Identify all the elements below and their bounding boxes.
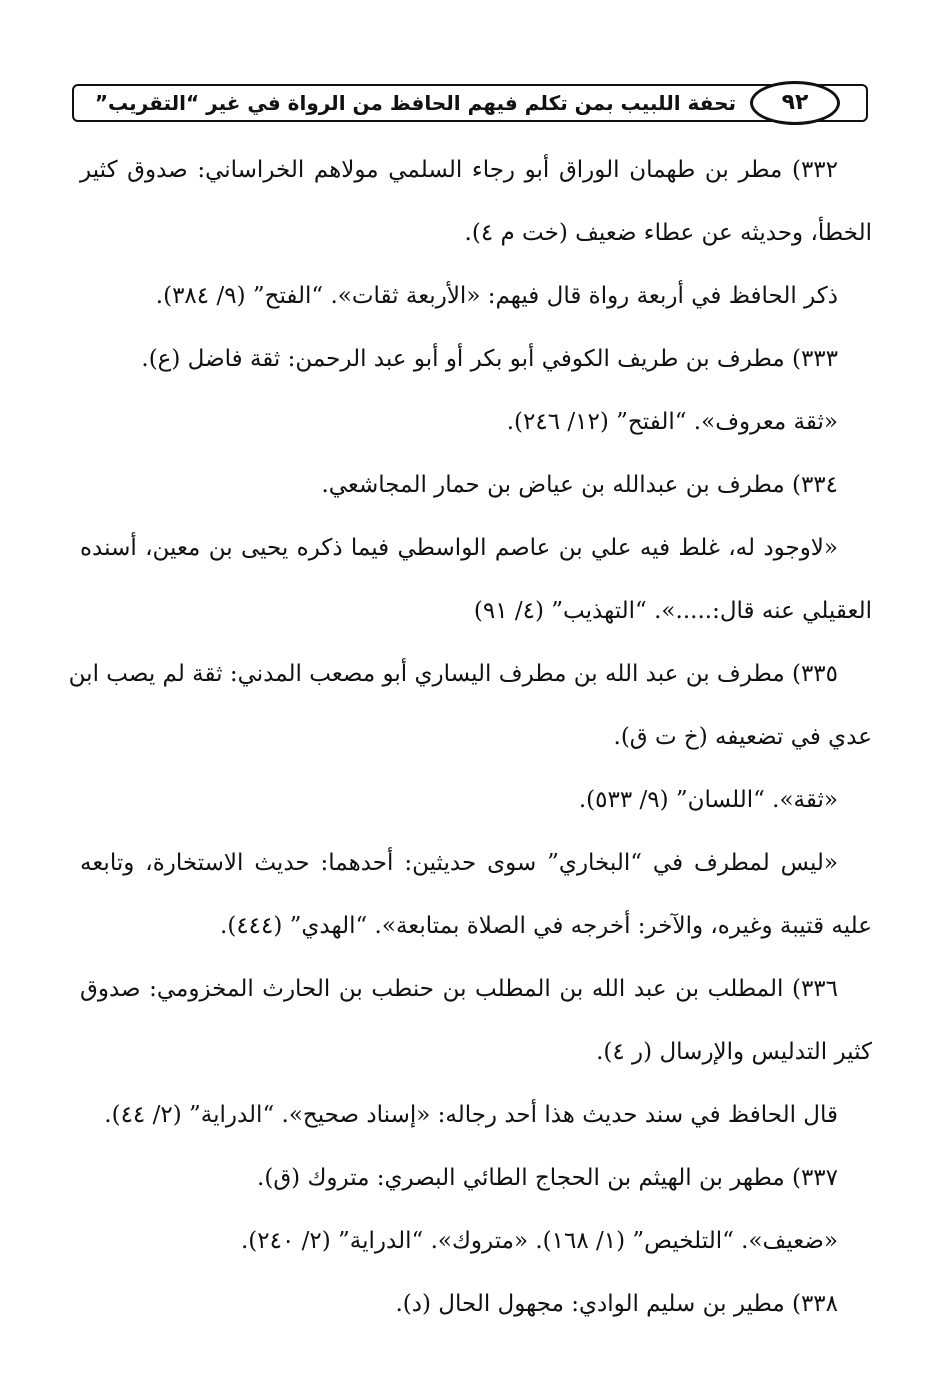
note-334-line-2: العقيلي عنه قال:.....». “التهذيب” (٤/ ٩١) <box>473 598 872 624</box>
note-336: قال الحافظ في سند حديث هذا أحد رجاله: «إسناد صحيح». “الدراية” (٢/ ٤٤). <box>104 1102 838 1128</box>
entry-333: ٣٣٣) مطرف بن طريف الكوفي أبو بكر أو أبو عبد الرحمن: ثقة فاضل (ع). <box>141 346 838 372</box>
page-body <box>68 150 872 1347</box>
entry-338: ٣٣٨) مطير بن سليم الوادي: مجهول الحال (د). <box>395 1291 838 1317</box>
note-332: ذكر الحافظ في أربعة رواة قال فيهم: «الأربعة ثقات». “الفتح” (٩/ ٣٨٤). <box>155 283 838 309</box>
note-334-line-1: «لاوجود له، غلط فيه علي بن عاصم الواسطي فيما ذكره يحيى بن معين، أسنده <box>80 535 838 561</box>
book-title: تحفة اللبيب بمن تكلم فيهم الحافظ من الرواة في غير “التقريب” <box>94 91 736 115</box>
entry-335-line-1: ٣٣٥) مطرف بن عبد الله بن مطرف اليساري أبو مصعب المدني: ثقة لم يصب ابن <box>68 661 838 687</box>
entry-336-line-1: ٣٣٦) المطلب بن عبد الله بن المطلب بن حنطب بن الحارث المخزومي: صدوق <box>80 976 838 1002</box>
note-335-b-line-2: عليه قتيبة وغيره، والآخر: أخرجه في الصلاة بمتابعة». “الهدي” (٤٤٤). <box>220 913 872 939</box>
note-335-a: «ثقة». “اللسان” (٩/ ٥٣٣). <box>578 787 838 813</box>
note-337: «ضعيف». “التلخيص” (١/ ١٦٨). «متروك». “الدراية” (٢/ ٢٤٠). <box>240 1228 838 1254</box>
entry-332-line-1: ٣٣٢) مطر بن طهمان الوراق أبو رجاء السلمي مولاهم الخراساني: صدوق كثير <box>80 157 838 183</box>
note-335-b-line-1: «ليس لمطرف في “البخاري” سوى حديثين: أحدهما: حديث الاستخارة، وتابعه <box>80 850 838 876</box>
entry-336-line-2: كثير التدليس والإرسال (ر ٤). <box>596 1039 872 1065</box>
entry-337: ٣٣٧) مطهر بن الهيثم بن الحجاج الطائي البصري: متروك (ق). <box>257 1165 838 1191</box>
note-333: «ثقة معروف». “الفتح” (١٢/ ٢٤٦). <box>506 409 838 435</box>
entry-335-line-2: عدي في تضعيفه (خ ت ق). <box>613 724 872 750</box>
page-number-badge: ٩٢ <box>750 81 840 125</box>
running-header <box>72 84 868 122</box>
entry-332-line-2: الخطأ، وحديثه عن عطاء ضعيف (خت م ٤). <box>464 220 872 246</box>
entry-334: ٣٣٤) مطرف بن عبدالله بن عياض بن حمار المجاشعي. <box>321 472 838 498</box>
